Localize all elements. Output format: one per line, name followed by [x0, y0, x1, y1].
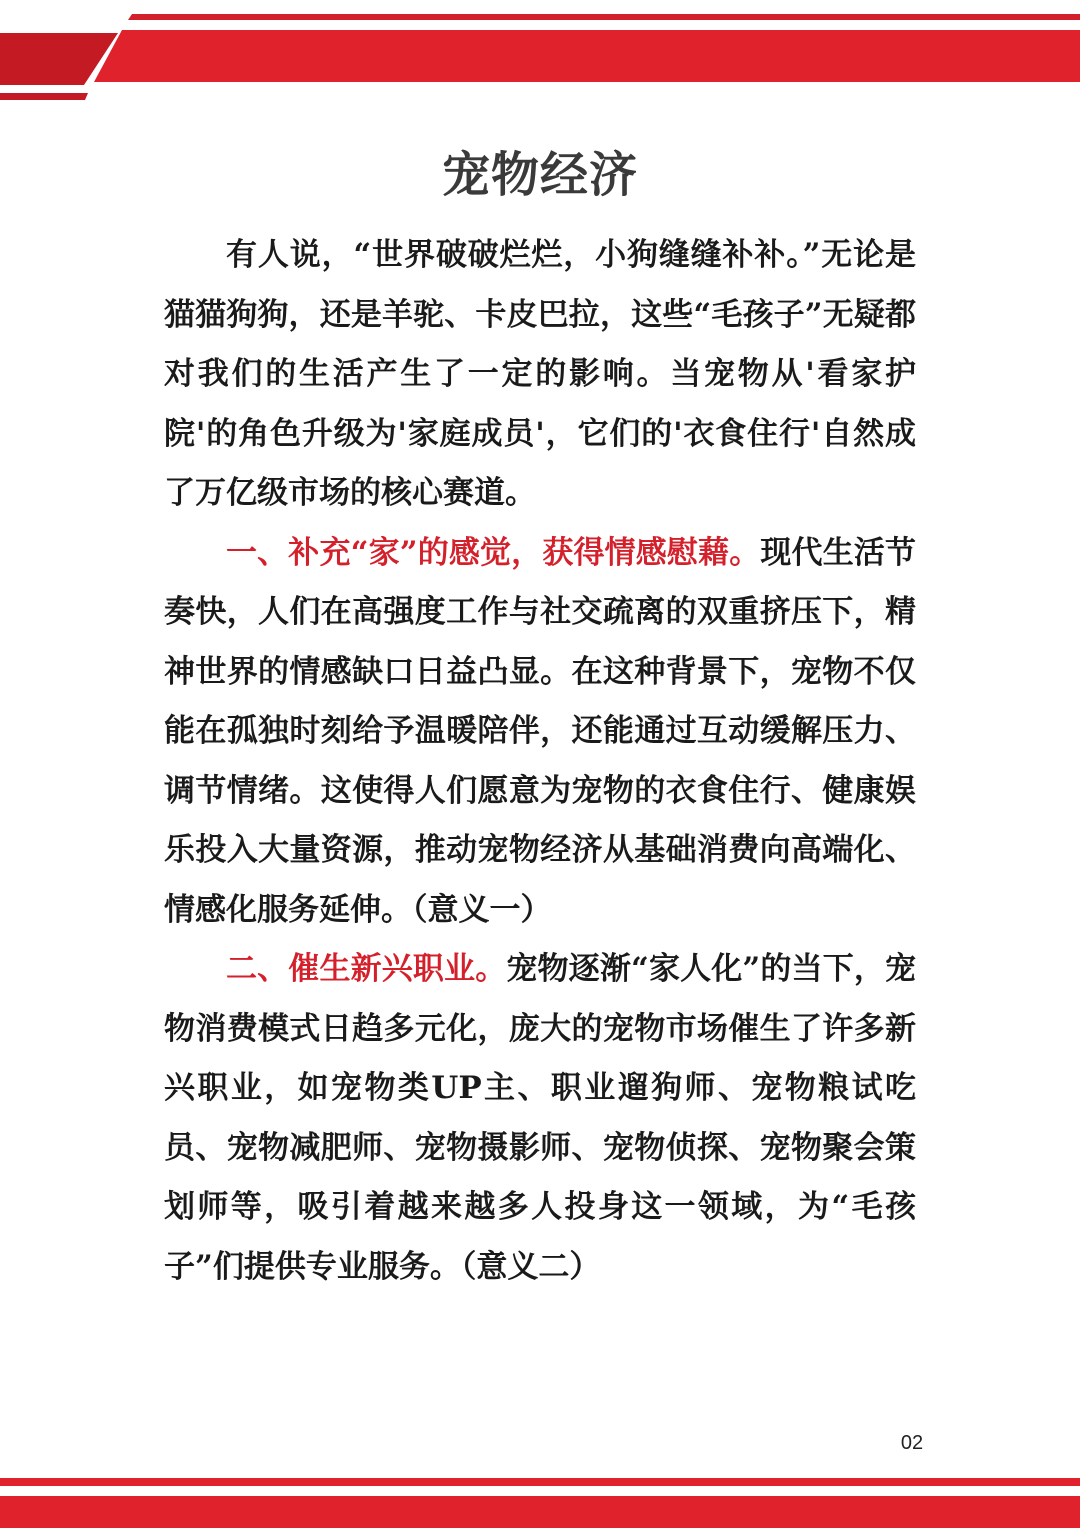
header-main-band — [94, 30, 1080, 82]
header-decoration — [0, 0, 1080, 110]
page-number: 02 — [900, 1432, 924, 1454]
header-top-line — [128, 14, 1080, 20]
article-body — [164, 226, 916, 1297]
section-two-heading: 二、催生新兴职业。 — [226, 951, 507, 987]
header-accent-stripe — [0, 93, 88, 100]
section-one-paragraph — [164, 524, 916, 941]
section-one-heading: 一、补充“家”的感觉，获得情感慰藉。 — [226, 534, 761, 571]
footer-decoration — [0, 1470, 1080, 1528]
section-one-text: 现代生活节奏快，人们在高强度工作与社交疏离的双重挤压下，精神世界的情感缺口日益凸显。在这种背景下，宠物不仅能在孤独时刻给予温暖陪伴，还能通过互动缓解压力、调节情绪。这使得人们愿意为宠物的衣食住行、健康娱乐投入大量资源，推动宠物经济从基础消费向高端化、情感化服务延伸。（意义一） — [164, 534, 916, 928]
section-two-paragraph — [164, 940, 916, 1297]
footer-main-band — [0, 1496, 1080, 1528]
intro-paragraph — [164, 226, 916, 524]
page-title: 宠物经济 — [441, 147, 638, 203]
section-two-text: 宠物逐渐“家人化”的当下，宠物消费模式日趋多元化，庞大的宠物市场催生了许多新兴职业，如宠物类UP主、职业遛狗师、宠物粮试吃员、宠物减肥师、宠物摄影师、宠物侦探、宠物聚会策划师等，吸引着越来越多人投身这一领域，为“毛孩子”们提供专业服务。（意义二） — [164, 951, 917, 1285]
intro-text: 有人说，“世界破破烂烂，小狗缝缝补补。”无论是猫猫狗狗，还是羊驼、卡皮巴拉，这些“毛孩子”无疑都对我们的生活产生了一定的影响。当宠物从'看家护院'的角色升级为'家庭成员'，它们的'衣食住行'自然成了万亿级市场的核心赛道。 — [164, 237, 916, 511]
footer-thin-line — [0, 1478, 1080, 1486]
